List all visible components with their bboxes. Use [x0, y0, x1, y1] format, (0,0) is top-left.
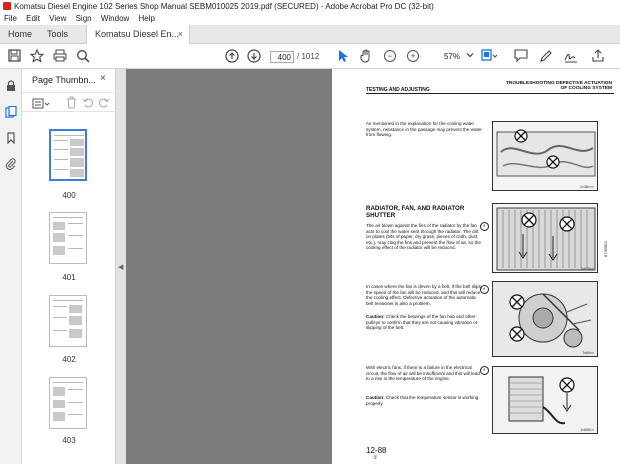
menu-help[interactable]: Help: [138, 14, 155, 23]
caution-text: Check the bearings of the fan hub and other pulleys to confirm that they are not causing vibration or slipping of the belt.: [366, 314, 478, 331]
search-icon[interactable]: [75, 49, 91, 64]
menu-sign[interactable]: Sign: [75, 14, 92, 23]
figure-code: 1×600××: [580, 267, 594, 271]
header-rule: [366, 93, 614, 94]
reference-marker: ◐: [480, 366, 489, 375]
page-thumbnails-icon[interactable]: [5, 105, 17, 117]
panel-collapse-handle[interactable]: [116, 69, 126, 464]
pdf-page: [332, 69, 620, 464]
page-number: 12-88: [366, 446, 387, 455]
zoom-out-icon[interactable]: −: [382, 49, 398, 64]
zoom-level[interactable]: 57%: [443, 52, 460, 61]
side-code: 87395E1: [603, 240, 608, 257]
thumbnail-label: 400: [62, 191, 76, 200]
page-total: / 1012: [297, 52, 320, 61]
left-navigation-rail: [0, 69, 22, 464]
thumbnail-options-icon[interactable]: [32, 97, 50, 115]
bookmarks-icon[interactable]: [5, 131, 17, 143]
window-title: Komatsu Diesel Engine 102 Series Shop Manual SEBM010025 2019.pdf (SECURED) - Adobe Acrobat Pro DC (32-bit): [14, 2, 434, 11]
section-heading: RADIATOR, FAN, AND RADIATOR SHUTTER: [366, 205, 465, 219]
figure-code: 7x60××: [582, 351, 594, 355]
collapse-arrow-icon: ◀: [118, 264, 124, 271]
page-header-right: TROUBLESHOOTING DEFECTIVE ACTUATION OF COOLING SYSTEM: [505, 81, 612, 91]
menu-file[interactable]: File: [4, 14, 17, 23]
thumbnail-page[interactable]: [49, 377, 87, 429]
hand-tool-icon[interactable]: [358, 49, 374, 64]
zoom-in-icon[interactable]: +: [405, 49, 421, 64]
page-number-input[interactable]: [270, 51, 294, 63]
menu-edit[interactable]: Edit: [26, 14, 40, 23]
thumbnail-page[interactable]: [49, 295, 87, 347]
lock-icon[interactable]: [5, 79, 17, 91]
save-icon[interactable]: [6, 49, 22, 64]
previous-page-icon[interactable]: [224, 49, 240, 64]
water-passage-illustration: [492, 121, 598, 191]
share-icon[interactable]: [590, 49, 606, 64]
menu-bar: [0, 13, 620, 25]
acrobat-icon: [3, 2, 11, 10]
document-viewport[interactable]: [126, 69, 620, 464]
figure-code: 1×48×××: [579, 185, 594, 189]
caution-label: Caution:: [366, 395, 385, 400]
pen-icon[interactable]: [538, 49, 554, 64]
menu-window[interactable]: Window: [100, 14, 130, 23]
intro-paragraph: As mentioned in the explanation for the cooling water system, resistance in the passage may prevent the water from flowing.: [366, 121, 482, 138]
caution-text: Check that the temperature sensor is working properly.: [366, 395, 479, 406]
page-layout-icon[interactable]: [481, 49, 497, 64]
menu-view[interactable]: View: [49, 14, 67, 23]
bookmark-star-icon[interactable]: [29, 49, 45, 64]
window-title-bar: [0, 0, 620, 13]
chevron-down-icon[interactable]: [462, 49, 478, 64]
thumbnail-label: 401: [62, 273, 76, 282]
thumbnail-page[interactable]: [49, 129, 87, 181]
caution-block: [366, 395, 484, 406]
attachments-icon[interactable]: [5, 157, 17, 169]
tab-document[interactable]: [86, 25, 190, 44]
tab-bar: [0, 25, 620, 44]
thumbnail-label: 402: [62, 355, 76, 364]
tab-home[interactable]: Home: [8, 29, 33, 39]
rotate-right-icon[interactable]: [98, 96, 110, 114]
next-page-icon[interactable]: [246, 49, 262, 64]
page-header-left: TESTING AND ADJUSTING: [366, 87, 430, 93]
tab-document-label: Komatsu Diesel En...: [95, 29, 180, 39]
radiator-illustration: [492, 203, 598, 273]
page-thumbnails-panel: [22, 69, 116, 464]
figure-code: 1×600××: [580, 428, 594, 432]
close-panel-icon[interactable]: ×: [100, 73, 106, 84]
delete-page-icon[interactable]: [66, 96, 77, 114]
close-tab-icon[interactable]: ×: [177, 29, 183, 39]
comment-icon[interactable]: [513, 49, 529, 64]
print-icon[interactable]: [52, 49, 68, 64]
reference-marker: ◐: [480, 222, 489, 231]
reference-marker: ◐: [480, 285, 489, 294]
fan-belt-illustration: [492, 281, 598, 357]
main-toolbar: [0, 44, 620, 69]
electric-fan-paragraph: With electric fans, if there is a failure in the electrical circuit, the flow of air will be insufficient and this will lead to a rise in the temperature of the engine.: [366, 365, 480, 382]
panel-title: Page Thumbn...: [32, 75, 96, 85]
select-cursor-icon[interactable]: [335, 49, 351, 64]
sign-icon[interactable]: [563, 49, 579, 64]
thumbnail-toolbar: [22, 92, 116, 112]
belt-paragraph: In cases where the fan is driven by a belt, if the belt slips, the speed of the fan will be reduced, and this will reduce the cooling effect. Defective actuation of the automatic belt tensioner is also a problem.: [366, 284, 483, 306]
electric-fan-illustration: [492, 366, 598, 434]
radiator-paragraph: The air blown against the fins of the radiator by the fan acts to cool the water sent through the radiator. The dirt on plates (bits of paper, dry grass, pieces of cloth, dust, etc.), may clog the fins and prevent the flow of air, so the cooling effect of the radiator will be reduced.: [366, 223, 481, 251]
rotate-left-icon[interactable]: [82, 96, 94, 114]
tab-tools[interactable]: Tools: [47, 29, 69, 39]
caution-label: Caution:: [366, 314, 385, 319]
thumbnail-label: 403: [62, 436, 76, 445]
caution-block: [366, 314, 484, 331]
page-number-sub: ①: [373, 455, 378, 461]
thumbnail-page[interactable]: [49, 212, 87, 264]
